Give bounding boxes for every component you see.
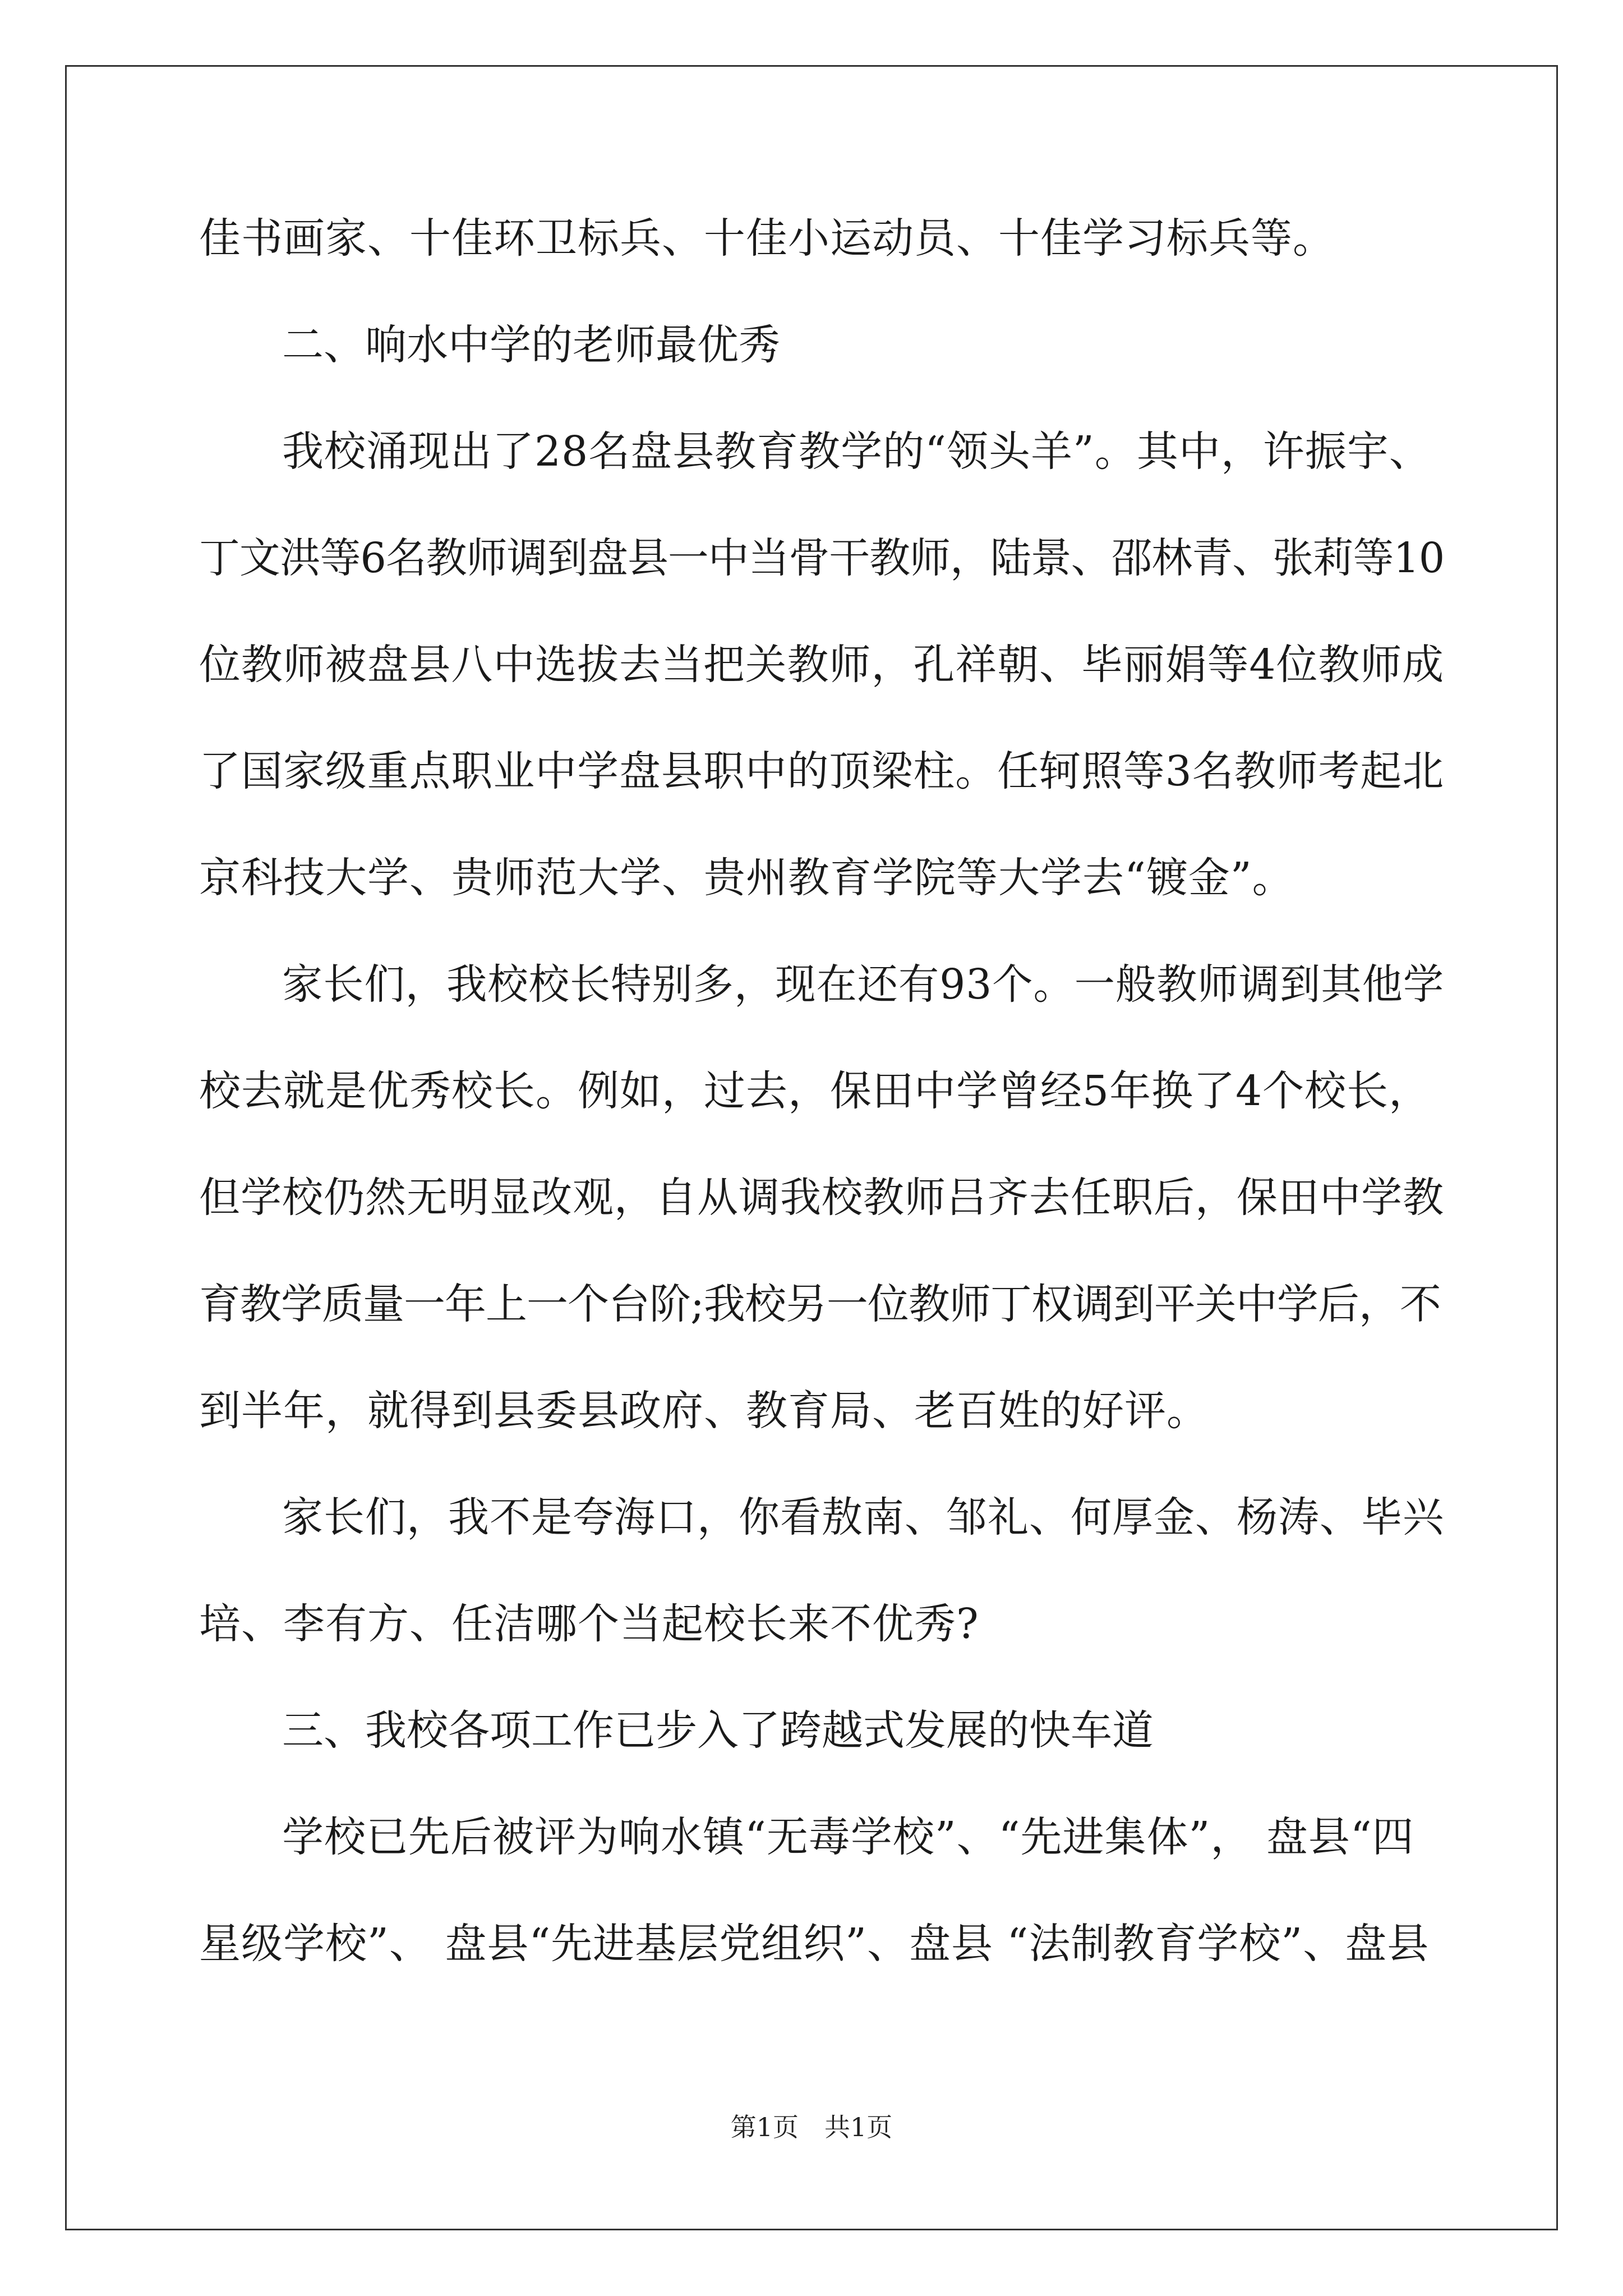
paragraph-line: 但学校仍然无明显改观，自从调我校教师吕齐去任职后，保田中学教 [199,1174,1445,1222]
paragraph-line: 我校涌现出了28名盘县教育教学的“领头羊”。其中，许振宇、 [282,427,1431,476]
paragraph-line: 佳书画家、十佳环卫标兵、十佳小运动员、十佳学习标兵等。 [199,214,1335,263]
paragraph-line: 丁文洪等6名教师调到盘县一中当骨干教师，陆景、邵林青、张莉等10 [199,534,1445,582]
paragraph-line: 家长们，我不是夸海口，你看敖南、邹礼、何厚金、杨涛、毕兴 [282,1493,1445,1542]
page-footer: 第1页 共1页 [730,2112,893,2142]
paragraph-line: 了国家级重点职业中学盘县职中的顶梁柱。任轲照等3名教师考起北 [199,747,1445,795]
paragraph-line: 到半年，就得到县委县政府、教育局、老百姓的好评。 [199,1387,1209,1435]
paragraph-line: 京科技大学、贵师范大学、贵州教育学院等大学去“镀金”。 [199,854,1294,902]
paragraph-line: 位教师被盘县八中选拔去当把关教师，孔祥朝、毕丽娟等4位教师成 [199,641,1445,689]
paragraph-line: 育教学质量一年上一个台阶;我校另一位教师丁权调到平关中学后，不 [199,1280,1441,1328]
section-heading: 二、响水中学的老师最优秀 [282,321,780,369]
paragraph-line: 家长们，我校校长特别多，现在还有93个。一般教师调到其他学 [282,960,1445,1009]
section-heading: 三、我校各项工作已步入了跨越式发展的快车道 [282,1706,1154,1755]
paragraph-line: 校去就是优秀校长。例如，过去，保田中学曾经5年换了4个校长， [199,1067,1431,1115]
paragraph-line: 培、李有方、任洁哪个当起校长来不优秀? [199,1600,979,1648]
paragraph-line: 学校已先后被评为响水镇“无毒学校”、“先进集体”， 盘县“四 [282,1813,1414,1861]
paragraph-line: 星级学校”、 盘县“先进基层党组织”、盘县 “法制教育学校”、盘县 [199,1920,1430,1968]
page-border [65,65,1558,2230]
